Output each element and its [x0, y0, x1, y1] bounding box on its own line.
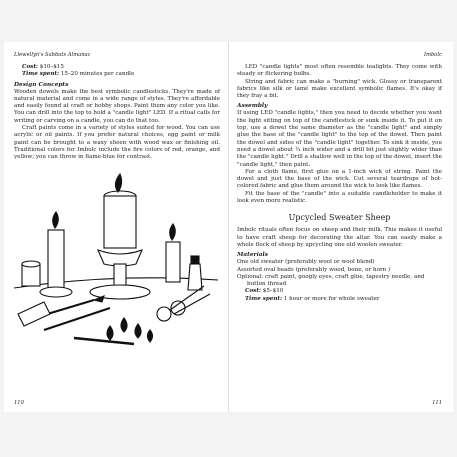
sheep-intro-paragraph: Imbolc rituals often focus on sheep and their milk. This makes it useful to have craft sheep for decorating the altar. You can easily make a whole flock of sheep by upcycling one old woolen sweater.: [237, 227, 442, 248]
page-number-right: 111: [432, 400, 442, 406]
time-value: 15–20 minutes per candle: [60, 71, 135, 78]
assembly-paragraph-3: Fit the base of the "candle" into a suitable candleholder to make it look even more realistic.: [237, 190, 442, 205]
cost-label: Cost:: [22, 64, 38, 70]
time-line: [237, 296, 442, 303]
section-title: Upcycled Sweater Sheep: [288, 213, 391, 223]
page-number-left: 110: [14, 400, 24, 406]
cost-line: [237, 288, 442, 295]
left-page: [4, 42, 228, 412]
material-item: Optional: craft paint, googly eyes, craft glue, tapestry needle, and button thread: [237, 273, 425, 288]
time-label: Time spent:: [22, 71, 60, 78]
running-head-right: [237, 52, 442, 58]
cost-line: [14, 64, 220, 71]
running-head-left: [14, 52, 220, 58]
time-line: [14, 71, 220, 78]
time-value: 1 hour or more for whole sweater: [283, 295, 380, 302]
assembly-paragraph-2: For a cloth flame, first glue on a 1-inch wick of string. Paint the dowel and just the base of the wick. Cut several teardrops of hot-colored fabric and glue them around the wick to look like flames.: [237, 168, 442, 190]
right-page: [228, 42, 452, 412]
string-fabric-paragraph: String and fabric can make a "burning" wick. Glossy or transparent fabrics like silk or lamé make excellent symbolic flames. It's okay if they fray a bit.: [237, 78, 442, 100]
cost-value: $10–$15: [39, 64, 64, 70]
running-head-text: Imbolc: [424, 52, 442, 58]
candle-craft-illustration: [14, 168, 218, 346]
book-spread: [4, 42, 453, 412]
assembly-paragraph-1: If using LED "candle lights," then you need to decide whether you want the light sitting on top of the candlestick or sunk inside it. To put it on top, use a dowel the same diameter as the "candle light" and simply glue the base of the "candle light" to the top of the dowel. Then paint the dowel and sides of the "candle light" together. To sink it inside, you need a dowel about ¼ inch wider and a drill bit just slightly wider than the "candle light." Drill a shallow well in the top of the dowel, insert the "candle light," then paint.: [237, 110, 442, 168]
led-paragraph: LED "candle lights" most often resemble tealights. They come with steady or flickering bulbs.: [237, 64, 442, 78]
time-label: Time spent:: [245, 295, 283, 302]
material-item: Assorted oval beads (preferably wood, bone, or horn ): [237, 266, 391, 273]
running-head-text: Llewellyn's Sabbats Almanac: [14, 52, 91, 58]
design-paragraph-1: Wooden dowels make the best symbolic candlesticks. They're made of natural material and come in a wide range of styles. They're affordable and easily found at craft or hobby shops. Paint them any color you like. You can drill into the top to hold a "candle light" LED. If a ritual calls for writing or carving on a candle, you can do that too.: [14, 88, 220, 124]
materials-heading: Materials: [237, 252, 269, 259]
design-paragraph-2: Craft paints come in a variety of styles suited for wood. You can use acrylic or oil paints. If you prefer natural choices, egg paint or milk paint can be brought to a waxy sheen with wood wax or finishing oil. Traditional colors for Imbolc include the fire colors of red, orange, and yellow; you can throw in flame-blue for contrast.: [14, 125, 220, 161]
cost-value: $5–$10: [262, 288, 284, 295]
assembly-heading: Assembly: [237, 103, 268, 110]
cost-label: Cost:: [245, 288, 261, 295]
illustration-drawing: [14, 168, 218, 346]
material-item: One old sweater (preferably wool or wool blend): [237, 259, 375, 266]
design-concepts-heading: Design Concepts: [14, 81, 69, 88]
